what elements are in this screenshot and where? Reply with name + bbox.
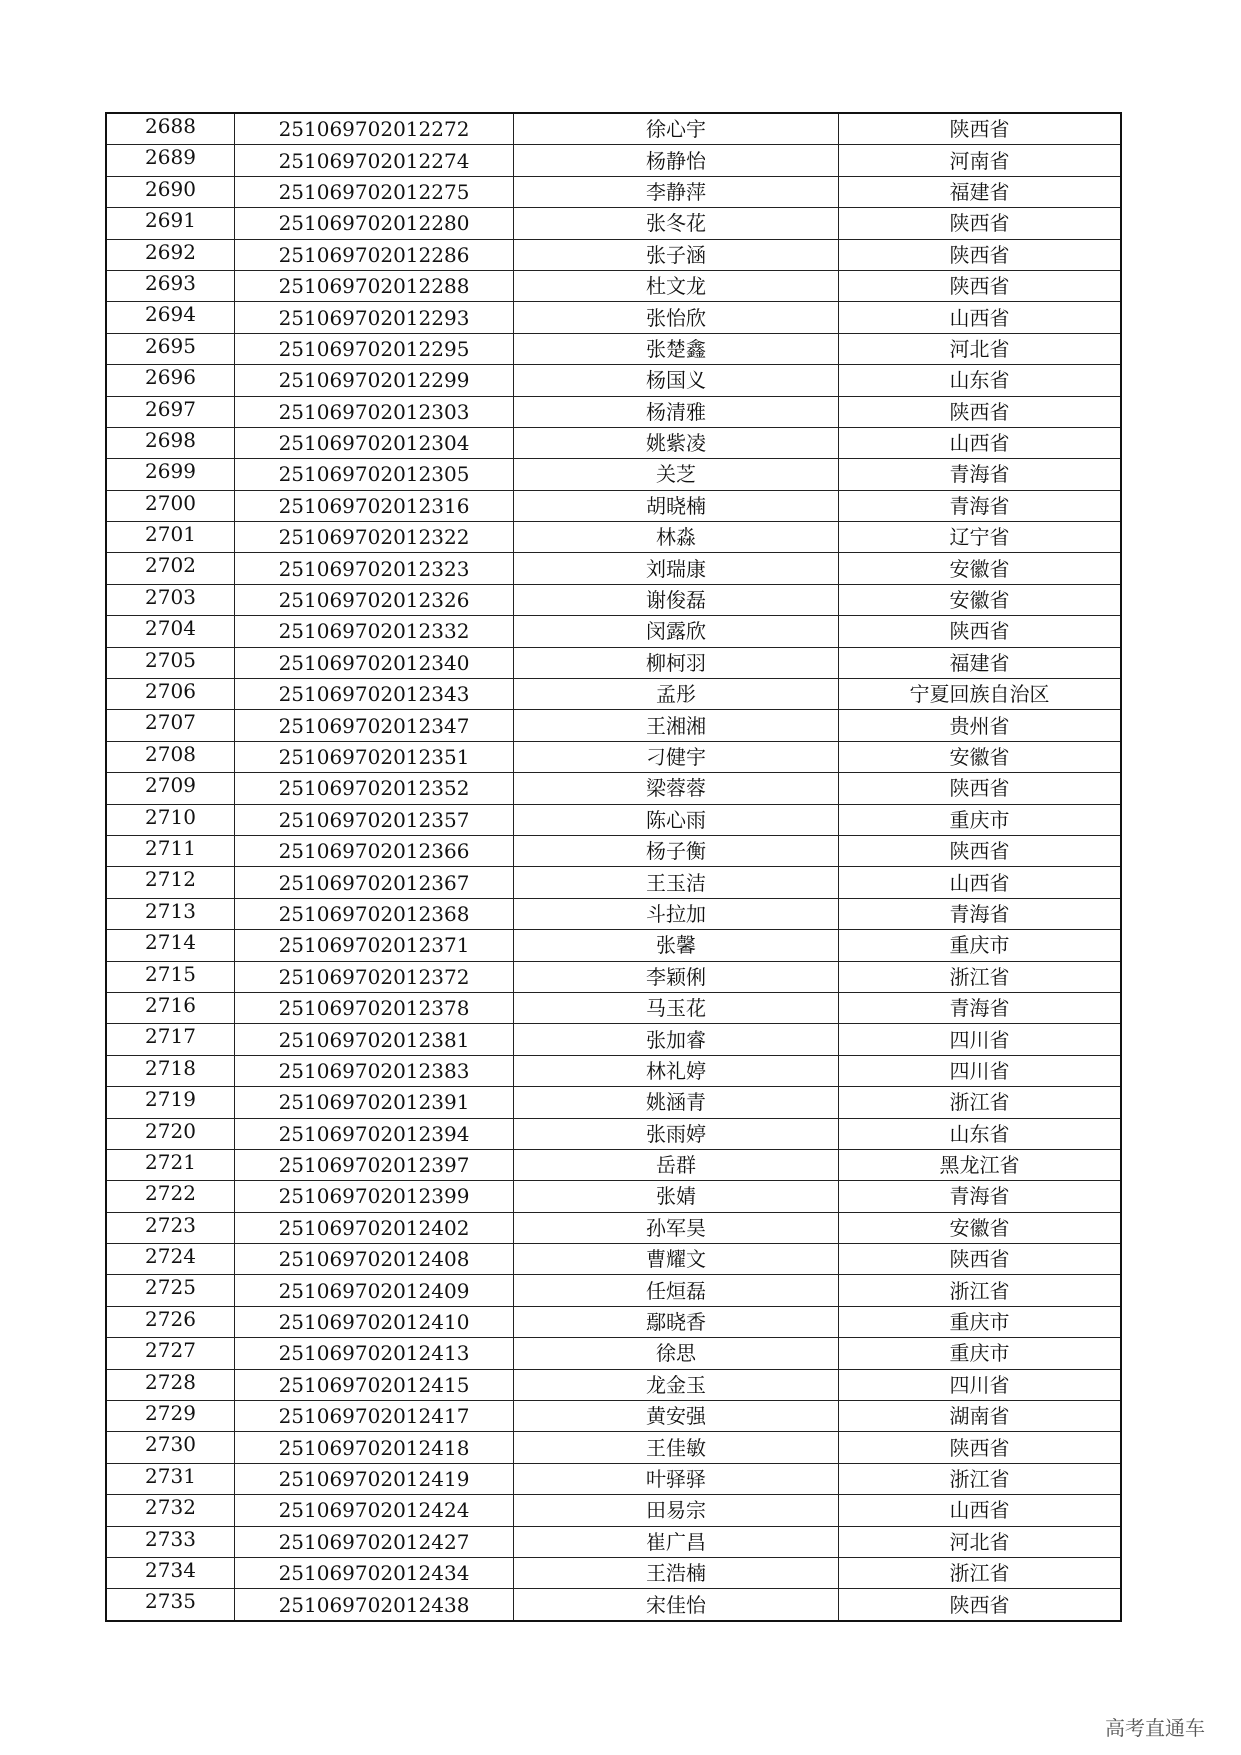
row-index-cell: 2695 [106, 333, 235, 364]
province-cell: 山西省 [839, 867, 1122, 898]
name-cell: 李颖俐 [514, 961, 839, 992]
row-index-cell: 2726 [106, 1306, 235, 1337]
province-cell: 陕西省 [839, 616, 1122, 647]
table-body [106, 113, 1121, 1621]
table-row [106, 365, 1121, 396]
province-cell: 四川省 [839, 1055, 1122, 1086]
row-index-cell: 2712 [106, 867, 235, 898]
table-row [106, 522, 1121, 553]
exam-number-cell: 251069702012394 [235, 1118, 514, 1149]
row-index-cell: 2711 [106, 835, 235, 866]
row-index-cell: 2716 [106, 992, 235, 1023]
row-index-cell: 2728 [106, 1369, 235, 1400]
name-cell: 崔广昌 [514, 1526, 839, 1557]
exam-number-cell: 251069702012383 [235, 1055, 514, 1086]
table-row [106, 1526, 1121, 1557]
province-cell: 福建省 [839, 176, 1122, 207]
province-cell: 安徽省 [839, 584, 1122, 615]
province-cell: 四川省 [839, 1024, 1122, 1055]
watermark-text: 高考直通车 [1105, 1716, 1205, 1740]
table-row [106, 616, 1121, 647]
name-cell: 刁健宇 [514, 741, 839, 772]
province-cell: 安徽省 [839, 553, 1122, 584]
name-cell: 陈心雨 [514, 804, 839, 835]
province-cell: 陕西省 [839, 1432, 1122, 1463]
province-cell: 重庆市 [839, 1306, 1122, 1337]
table-row [106, 1589, 1121, 1621]
table-row [106, 239, 1121, 270]
table-row [106, 1463, 1121, 1494]
table-row [106, 1306, 1121, 1337]
exam-number-cell: 251069702012408 [235, 1244, 514, 1275]
province-cell: 福建省 [839, 647, 1122, 678]
row-index-cell: 2707 [106, 710, 235, 741]
name-cell: 宋佳怡 [514, 1589, 839, 1621]
name-cell: 张雨婷 [514, 1118, 839, 1149]
row-index-cell: 2734 [106, 1557, 235, 1588]
name-cell: 张加睿 [514, 1024, 839, 1055]
province-cell: 浙江省 [839, 1275, 1122, 1306]
name-cell: 胡晓楠 [514, 490, 839, 521]
province-cell: 陕西省 [839, 1589, 1122, 1621]
province-cell: 陕西省 [839, 270, 1122, 301]
exam-number-cell: 251069702012299 [235, 365, 514, 396]
row-index-cell: 2722 [106, 1181, 235, 1212]
name-cell: 王湘湘 [514, 710, 839, 741]
row-index-cell: 2721 [106, 1149, 235, 1180]
row-index-cell: 2691 [106, 208, 235, 239]
exam-number-cell: 251069702012418 [235, 1432, 514, 1463]
table-row [106, 1244, 1121, 1275]
table-row [106, 835, 1121, 866]
name-cell: 姚紫凌 [514, 427, 839, 458]
name-cell: 田易宗 [514, 1495, 839, 1526]
row-index-cell: 2718 [106, 1055, 235, 1086]
row-index-cell: 2708 [106, 741, 235, 772]
table-row [106, 898, 1121, 929]
province-cell: 浙江省 [839, 961, 1122, 992]
table-row [106, 459, 1121, 490]
exam-number-cell: 251069702012295 [235, 333, 514, 364]
table-row [106, 961, 1121, 992]
name-cell: 张子涵 [514, 239, 839, 270]
name-cell: 斗拉加 [514, 898, 839, 929]
exam-number-cell: 251069702012352 [235, 773, 514, 804]
admission-list-table [105, 112, 1122, 1622]
table-row [106, 867, 1121, 898]
row-index-cell: 2732 [106, 1495, 235, 1526]
province-cell: 山东省 [839, 1118, 1122, 1149]
province-cell: 重庆市 [839, 1338, 1122, 1369]
exam-number-cell: 251069702012419 [235, 1463, 514, 1494]
exam-number-cell: 251069702012326 [235, 584, 514, 615]
province-cell: 陕西省 [839, 396, 1122, 427]
name-cell: 张婧 [514, 1181, 839, 1212]
row-index-cell: 2699 [106, 459, 235, 490]
table-row [106, 992, 1121, 1023]
table-row [106, 113, 1121, 145]
exam-number-cell: 251069702012280 [235, 208, 514, 239]
exam-number-cell: 251069702012402 [235, 1212, 514, 1243]
table-row [106, 1212, 1121, 1243]
table-row [106, 1432, 1121, 1463]
table-row [106, 145, 1121, 176]
table-row [106, 176, 1121, 207]
row-index-cell: 2706 [106, 679, 235, 710]
exam-number-cell: 251069702012397 [235, 1149, 514, 1180]
table-row [106, 804, 1121, 835]
exam-number-cell: 251069702012351 [235, 741, 514, 772]
name-cell: 姚涵青 [514, 1087, 839, 1118]
row-index-cell: 2715 [106, 961, 235, 992]
exam-number-cell: 251069702012427 [235, 1526, 514, 1557]
province-cell: 山西省 [839, 302, 1122, 333]
row-index-cell: 2727 [106, 1338, 235, 1369]
name-cell: 王浩楠 [514, 1557, 839, 1588]
row-index-cell: 2729 [106, 1401, 235, 1432]
row-index-cell: 2730 [106, 1432, 235, 1463]
exam-number-cell: 251069702012275 [235, 176, 514, 207]
table-row [106, 1181, 1121, 1212]
exam-number-cell: 251069702012288 [235, 270, 514, 301]
table-row [106, 427, 1121, 458]
exam-number-cell: 251069702012293 [235, 302, 514, 333]
row-index-cell: 2713 [106, 898, 235, 929]
name-cell: 闵露欣 [514, 616, 839, 647]
row-index-cell: 2703 [106, 584, 235, 615]
exam-number-cell: 251069702012391 [235, 1087, 514, 1118]
province-cell: 浙江省 [839, 1087, 1122, 1118]
table-row [106, 741, 1121, 772]
row-index-cell: 2693 [106, 270, 235, 301]
table-row [106, 208, 1121, 239]
name-cell: 关芝 [514, 459, 839, 490]
province-cell: 浙江省 [839, 1463, 1122, 1494]
row-index-cell: 2720 [106, 1118, 235, 1149]
exam-number-cell: 251069702012340 [235, 647, 514, 678]
row-index-cell: 2717 [106, 1024, 235, 1055]
table-row [106, 1149, 1121, 1180]
row-index-cell: 2694 [106, 302, 235, 333]
table-row [106, 1024, 1121, 1055]
province-cell: 陕西省 [839, 113, 1122, 145]
name-cell: 张冬花 [514, 208, 839, 239]
province-cell: 青海省 [839, 1181, 1122, 1212]
exam-number-cell: 251069702012347 [235, 710, 514, 741]
name-cell: 孟彤 [514, 679, 839, 710]
exam-number-cell: 251069702012305 [235, 459, 514, 490]
table-row [106, 647, 1121, 678]
province-cell: 重庆市 [839, 930, 1122, 961]
name-cell: 孙军昊 [514, 1212, 839, 1243]
province-cell: 辽宁省 [839, 522, 1122, 553]
exam-number-cell: 251069702012332 [235, 616, 514, 647]
exam-number-cell: 251069702012381 [235, 1024, 514, 1055]
exam-number-cell: 251069702012323 [235, 553, 514, 584]
name-cell: 柳柯羽 [514, 647, 839, 678]
exam-number-cell: 251069702012303 [235, 396, 514, 427]
table-row [106, 1275, 1121, 1306]
name-cell: 曹耀文 [514, 1244, 839, 1275]
table-row [106, 773, 1121, 804]
row-index-cell: 2697 [106, 396, 235, 427]
name-cell: 张楚鑫 [514, 333, 839, 364]
row-index-cell: 2702 [106, 553, 235, 584]
province-cell: 宁夏回族自治区 [839, 679, 1122, 710]
name-cell: 杜文龙 [514, 270, 839, 301]
row-index-cell: 2723 [106, 1212, 235, 1243]
name-cell: 黄安强 [514, 1401, 839, 1432]
row-index-cell: 2724 [106, 1244, 235, 1275]
row-index-cell: 2688 [106, 113, 235, 145]
exam-number-cell: 251069702012409 [235, 1275, 514, 1306]
row-index-cell: 2689 [106, 145, 235, 176]
exam-number-cell: 251069702012316 [235, 490, 514, 521]
table-row [106, 396, 1121, 427]
exam-number-cell: 251069702012274 [235, 145, 514, 176]
table-row [106, 1369, 1121, 1400]
row-index-cell: 2731 [106, 1463, 235, 1494]
table-row [106, 490, 1121, 521]
row-index-cell: 2700 [106, 490, 235, 521]
name-cell: 林淼 [514, 522, 839, 553]
row-index-cell: 2725 [106, 1275, 235, 1306]
row-index-cell: 2714 [106, 930, 235, 961]
name-cell: 徐思 [514, 1338, 839, 1369]
exam-number-cell: 251069702012371 [235, 930, 514, 961]
province-cell: 安徽省 [839, 741, 1122, 772]
province-cell: 重庆市 [839, 804, 1122, 835]
table-row [106, 270, 1121, 301]
name-cell: 谢俊磊 [514, 584, 839, 615]
row-index-cell: 2692 [106, 239, 235, 270]
exam-number-cell: 251069702012286 [235, 239, 514, 270]
name-cell: 叶驿驿 [514, 1463, 839, 1494]
name-cell: 徐心宇 [514, 113, 839, 145]
table-row [106, 333, 1121, 364]
table-row [106, 1401, 1121, 1432]
row-index-cell: 2690 [106, 176, 235, 207]
name-cell: 马玉花 [514, 992, 839, 1023]
exam-number-cell: 251069702012367 [235, 867, 514, 898]
table-row [106, 1055, 1121, 1086]
exam-number-cell: 251069702012415 [235, 1369, 514, 1400]
row-index-cell: 2709 [106, 773, 235, 804]
name-cell: 杨静怡 [514, 145, 839, 176]
row-index-cell: 2698 [106, 427, 235, 458]
name-cell: 刘瑞康 [514, 553, 839, 584]
province-cell: 河北省 [839, 1526, 1122, 1557]
province-cell: 浙江省 [839, 1557, 1122, 1588]
province-cell: 山西省 [839, 1495, 1122, 1526]
table-row [106, 1118, 1121, 1149]
exam-number-cell: 251069702012343 [235, 679, 514, 710]
exam-number-cell: 251069702012434 [235, 1557, 514, 1588]
row-index-cell: 2701 [106, 522, 235, 553]
exam-number-cell: 251069702012304 [235, 427, 514, 458]
row-index-cell: 2735 [106, 1589, 235, 1621]
table-row [106, 553, 1121, 584]
exam-number-cell: 251069702012413 [235, 1338, 514, 1369]
province-cell: 河南省 [839, 145, 1122, 176]
table-row [106, 710, 1121, 741]
province-cell: 山东省 [839, 365, 1122, 396]
name-cell: 张怡欣 [514, 302, 839, 333]
exam-number-cell: 251069702012399 [235, 1181, 514, 1212]
province-cell: 陕西省 [839, 239, 1122, 270]
table-row [106, 302, 1121, 333]
exam-number-cell: 251069702012368 [235, 898, 514, 929]
exam-number-cell: 251069702012438 [235, 1589, 514, 1621]
name-cell: 杨清雅 [514, 396, 839, 427]
table-row [106, 1338, 1121, 1369]
table-row [106, 1087, 1121, 1118]
province-cell: 陕西省 [839, 773, 1122, 804]
exam-number-cell: 251069702012366 [235, 835, 514, 866]
name-cell: 岳群 [514, 1149, 839, 1180]
province-cell: 青海省 [839, 490, 1122, 521]
exam-number-cell: 251069702012378 [235, 992, 514, 1023]
row-index-cell: 2696 [106, 365, 235, 396]
name-cell: 龙金玉 [514, 1369, 839, 1400]
exam-number-cell: 251069702012372 [235, 961, 514, 992]
province-cell: 贵州省 [839, 710, 1122, 741]
province-cell: 山西省 [839, 427, 1122, 458]
province-cell: 陕西省 [839, 835, 1122, 866]
name-cell: 王佳敏 [514, 1432, 839, 1463]
province-cell: 四川省 [839, 1369, 1122, 1400]
row-index-cell: 2733 [106, 1526, 235, 1557]
name-cell: 鄢晓香 [514, 1306, 839, 1337]
row-index-cell: 2719 [106, 1087, 235, 1118]
table-row [106, 584, 1121, 615]
name-cell: 杨子衡 [514, 835, 839, 866]
name-cell: 任烜磊 [514, 1275, 839, 1306]
province-cell: 青海省 [839, 898, 1122, 929]
province-cell: 陕西省 [839, 208, 1122, 239]
province-cell: 青海省 [839, 459, 1122, 490]
exam-number-cell: 251069702012417 [235, 1401, 514, 1432]
name-cell: 张馨 [514, 930, 839, 961]
exam-number-cell: 251069702012322 [235, 522, 514, 553]
table-row [106, 1557, 1121, 1588]
exam-number-cell: 251069702012424 [235, 1495, 514, 1526]
table-row [106, 930, 1121, 961]
name-cell: 李静萍 [514, 176, 839, 207]
province-cell: 青海省 [839, 992, 1122, 1023]
province-cell: 湖南省 [839, 1401, 1122, 1432]
name-cell: 林礼婷 [514, 1055, 839, 1086]
table-row [106, 679, 1121, 710]
name-cell: 王玉洁 [514, 867, 839, 898]
province-cell: 安徽省 [839, 1212, 1122, 1243]
exam-number-cell: 251069702012410 [235, 1306, 514, 1337]
row-index-cell: 2710 [106, 804, 235, 835]
exam-number-cell: 251069702012272 [235, 113, 514, 145]
name-cell: 杨国义 [514, 365, 839, 396]
row-index-cell: 2704 [106, 616, 235, 647]
name-cell: 梁蓉蓉 [514, 773, 839, 804]
exam-number-cell: 251069702012357 [235, 804, 514, 835]
row-index-cell: 2705 [106, 647, 235, 678]
province-cell: 黑龙江省 [839, 1149, 1122, 1180]
province-cell: 陕西省 [839, 1244, 1122, 1275]
province-cell: 河北省 [839, 333, 1122, 364]
table-row [106, 1495, 1121, 1526]
